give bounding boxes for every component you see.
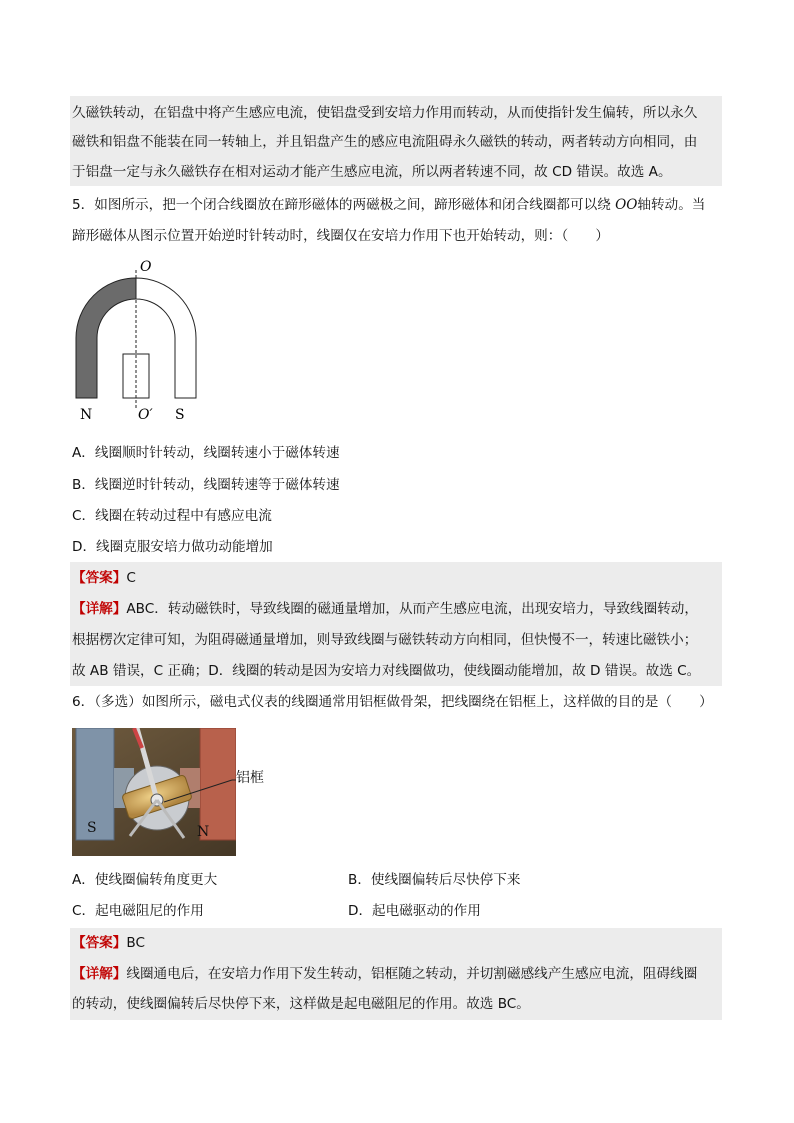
answer-value: C xyxy=(126,570,136,586)
detail-tag: 【详解】 xyxy=(72,966,127,982)
q5-axis-name: OO xyxy=(615,197,638,213)
q6-option-b: B．使线圈偏转后尽快停下来 xyxy=(348,872,521,888)
label-north: N xyxy=(80,407,93,423)
detail-text: ABC．转动磁铁时，导致线圈的磁通量增加，从而产生感应电流，出现安培力，导致线圈转动， xyxy=(126,601,698,617)
callout-label: 铝框 xyxy=(236,770,264,786)
detail-tag: 【详解】 xyxy=(72,601,127,617)
label-o-top: O xyxy=(140,259,152,275)
q6-option-c: C．起电磁阻尼的作用 xyxy=(72,903,204,919)
q5-detail-line2: 根据楞次定律可知，为阻碍磁通量增加，则导致线圈与磁铁转动方向相同，但快慢不一，转速比磁铁小； xyxy=(72,632,698,648)
q6-detail-line1 xyxy=(72,964,697,984)
detail-text: 线圈通电后，在安培力作用下发生转动，铝框随之转动，并切割磁感线产生感应电流，阻碍线圈 xyxy=(126,966,698,982)
q5-option-c: C．线圈在转动过程中有感应电流 xyxy=(72,508,272,524)
label-n: N xyxy=(197,824,210,840)
q4-text-line3: 于铝盘一定与永久磁铁存在相对运动才能产生感应电流，所以两者转速不同，故 CD 错误。故选 A。 xyxy=(72,164,672,180)
q5-option-b: B．线圈逆时针转动，线圈转速等于磁体转速 xyxy=(72,477,340,493)
q6-detail-line2: 的转动，使线圈偏转后尽快停下来，这样做是起电磁阻尼的作用。故选 BC。 xyxy=(72,996,530,1012)
q6-answer xyxy=(72,933,145,953)
q4-text-line1: 久磁铁转动，在铝盘中将产生感应电流，使铝盘受到安培力作用而转动，从而使指针发生偏转，所以永久 xyxy=(72,105,698,121)
q6-stem: 6．（多选）如图所示，磁电式仪表的线圈通常用铝框做骨架，把线圈绕在铝框上，这样做的目的是（ ） xyxy=(72,694,713,710)
q5-stem-post: 轴转动。当 xyxy=(637,197,706,213)
q5-stem-line1 xyxy=(72,195,705,215)
label-o-bottom: O′ xyxy=(138,407,153,423)
q5-option-a: A．线圈顺时针转动，线圈转速小于磁体转速 xyxy=(72,445,340,461)
label-s: S xyxy=(87,820,97,836)
q5-detail-line3: 故 AB 错误，C 正确；D．线圈的转动是因为安培力对线圈做功，使线圈动能增加，故 D 错误。故选 C。 xyxy=(72,663,701,679)
q5-option-d: D．线圈克服安培力做功动能增加 xyxy=(72,539,273,555)
q5-stem-line2: 蹄形磁体从图示位置开始逆时针转动时，线圈仅在安培力作用下也开始转动，则：（ ） xyxy=(72,228,609,244)
q5-answer xyxy=(72,568,136,588)
q5-detail-line1 xyxy=(72,599,698,619)
answer-tag: 【答案】 xyxy=(72,935,127,951)
q5-stem-pre: 5．如图所示，把一个闭合线圈放在蹄形磁体的两磁极之间，蹄形磁体和闭合线圈都可以绕 xyxy=(72,197,616,213)
q5-magnet-figure xyxy=(66,256,226,426)
label-south: S xyxy=(175,407,185,423)
q6-option-d: D．起电磁驱动的作用 xyxy=(348,903,481,919)
answer-tag: 【答案】 xyxy=(72,570,127,586)
q6-meter-figure xyxy=(72,728,292,856)
q6-option-a: A．使线圈偏转角度更大 xyxy=(72,872,218,888)
q4-text-line2: 磁铁和铝盘不能装在同一转轴上，并且铝盘产生的感应电流阻碍永久磁铁的转动，两者转动方向相同，由 xyxy=(72,134,698,150)
answer-value: BC xyxy=(126,935,145,951)
